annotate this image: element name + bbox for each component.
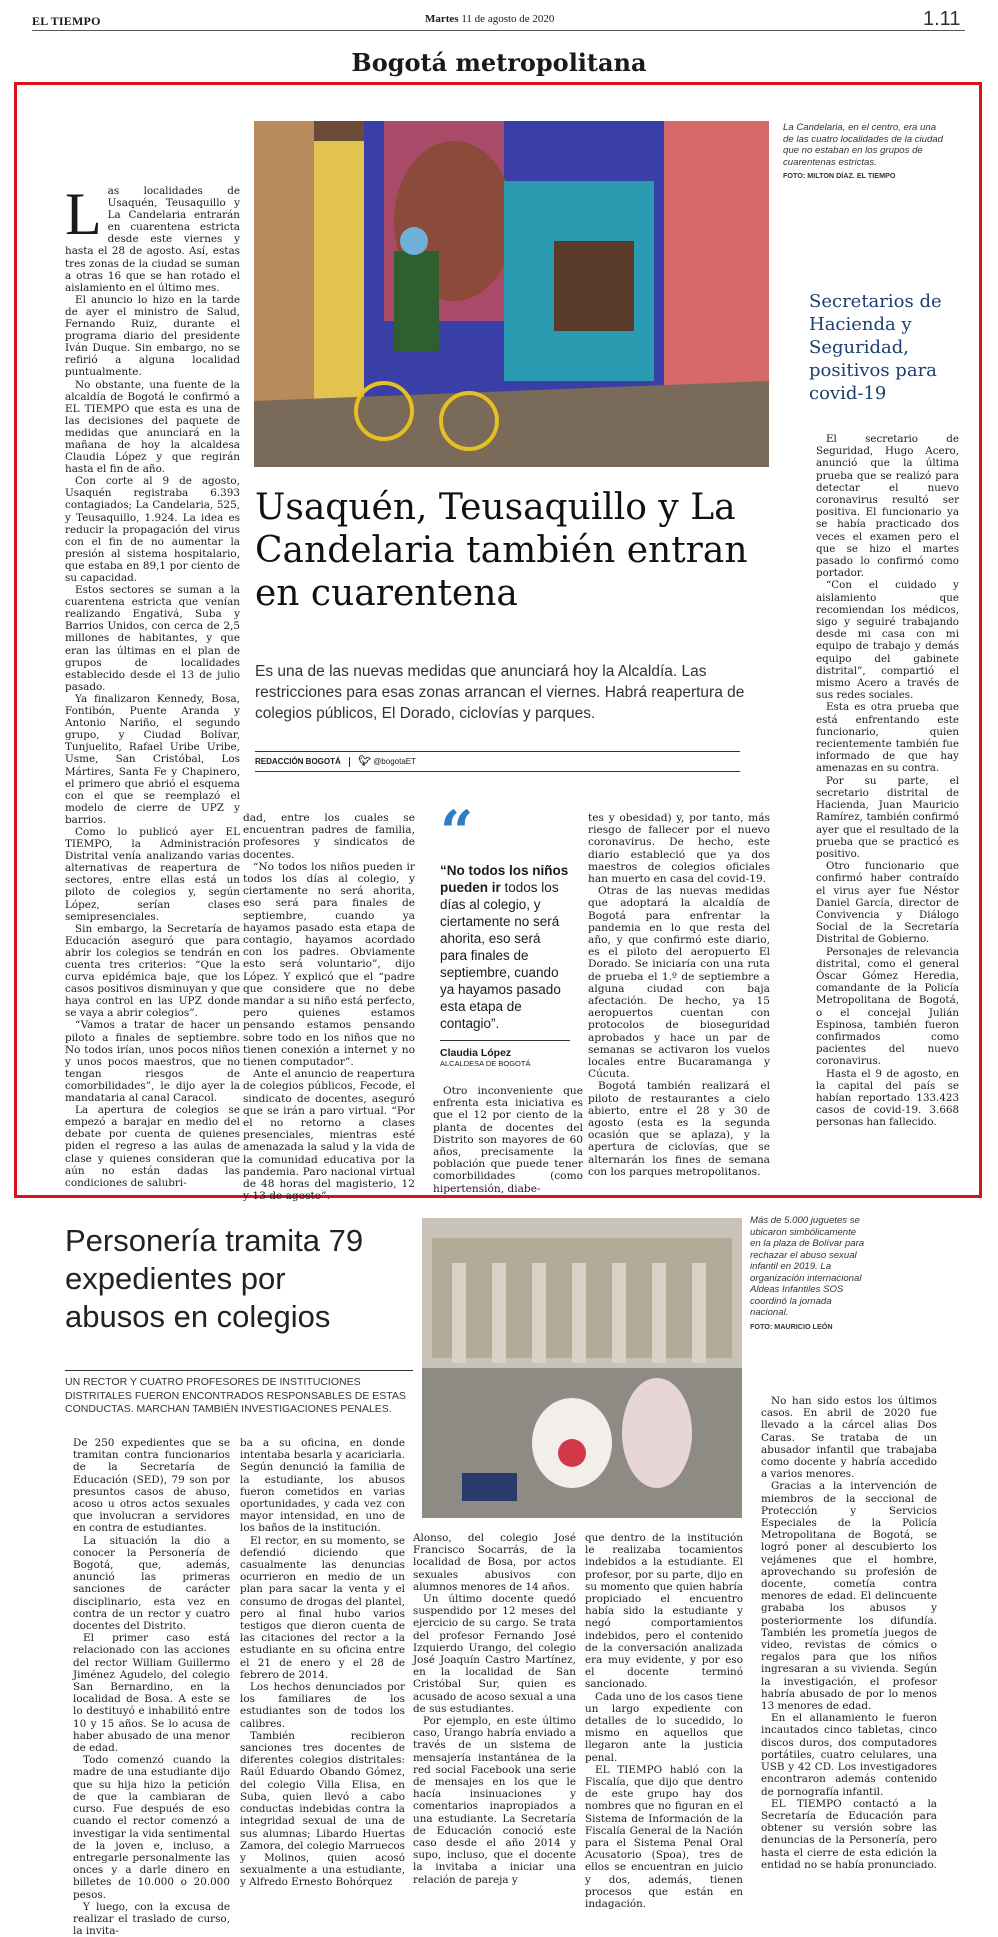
issue-date bbox=[425, 13, 554, 25]
candelaria-street-photo bbox=[254, 121, 769, 467]
second-col1-p2: La situación la dio a conocer la Personería de Bogotá, que, además, anunció las primeras sanciones de carácter disciplinario, esta vez en contra de un rector y cuatro docentes del Distrito. bbox=[73, 1534, 230, 1633]
second-col-2 bbox=[240, 1437, 405, 1889]
second-headline: Personería tramita 79 expedientes por abusos en colegios bbox=[65, 1223, 364, 1334]
pull-quote-rest: todos los días al colegio, y ciertamente no será ahorita, eso será para finales de septiembre, cuando ya hayamos pasado esta etapa de contagio”. bbox=[440, 880, 561, 1031]
main-photo bbox=[254, 121, 769, 467]
main-col-4 bbox=[588, 812, 770, 1178]
second-col3-p2: Un último docente quedó suspendido por 12 meses del ejercicio de su cargo. Se trata del profesor Fernando José Izquierdo Urango, del colegio José Joaquín Castro Martínez, en la localidad de San Cristóbal Sur, quien es acusado de acoso sexual a una de sus estudiantes. bbox=[413, 1593, 576, 1715]
main-col2-p3: Ante el anuncio de reapertura de colegios públicos, Fecode, el sindicato de docentes, aseguró que se irán a paro virtual. “Por el no retorno a clases presenciales, mientras esté amenazada la salud y la vida de la comunidad educativa por la pandemia. Paro nacional virtual de 48 horas del magisterio, 12 y 13 de agosto”. bbox=[243, 1068, 415, 1203]
main-col1-p7: Como lo publicó ayer EL TIEMPO, la Administración Distrital venía analizando varias alternativas de reapertura de sectores, entre ellas está un piloto de colegios y, según López, serían clases semipresenciales. bbox=[65, 825, 240, 923]
sidebar-body bbox=[816, 433, 959, 1129]
main-photo-caption-text: La Candelaria, en el centro, era una de las cuatro localidades de la ciudad que no estaban en los grupos de cuarentenas estrictas. bbox=[783, 122, 944, 168]
second-col4-p3: EL TIEMPO habló con la Fiscalía, que dijo que dentro de este grupo hay dos nombres que no figuran en el Sistema de Información de la Fiscalía General de la Nación para el Sistema Penal Oral Acusatorio (Spoa), tres de ellos se encuentran en juicio y dos, además, tienen procesos que están en indagación. bbox=[585, 1763, 743, 1911]
second-col-1 bbox=[73, 1437, 230, 1937]
second-photo-credit: FOTO: MAURICIO LEÓN bbox=[750, 1321, 833, 1331]
second-col2-p1: ba a su oficina, en donde intentaba besarla y acariciarla. Según denunció la familia de la estudiante, los abusos fueron cometidos en varias oportunidades, y cada vez con mayor intensidad, en uno de los baños de la institución. bbox=[240, 1437, 405, 1535]
second-photo-caption bbox=[750, 1215, 868, 1332]
second-deck-rule bbox=[65, 1370, 413, 1371]
pull-quote-role: ALCALDESA DE BOGOTÁ bbox=[440, 1059, 531, 1068]
sidebar-p7: Hasta el 9 de agosto, en la capital del país se habían reportado 133.423 casos de covid-19. 3.668 personas han fallecido. bbox=[816, 1067, 959, 1129]
byline bbox=[255, 756, 416, 767]
plaza-bolivar-toys-photo bbox=[422, 1218, 742, 1518]
second-col2-p4: También recibieron sanciones tres docentes de diferentes colegios distritales: Raúl Eduardo Obando Gómez, del colegio Villa Elisa, en Suba, quien llevó a cabo conductas indebidas contra la integridad sexual de una de sus alumnas; Libardo Huertas Zamora, del colegio Marruecos y Molinos, quien acosó sexualmente a una estudiante, y Alfredo Ernesto Bohórquez bbox=[240, 1729, 405, 1889]
main-col-1 bbox=[65, 181, 240, 1189]
second-col-5 bbox=[761, 1395, 937, 1871]
page-number: 1.11 bbox=[923, 8, 961, 30]
main-col2-p2: “No todos los niños pueden ir todos los días al colegio, y ciertamente no será ahorita, eso será para finales de septiembre, cuando ya hayamos pasado esta etapa de contagio, hayamos acordado con los padres. Obviamente esto será voluntario”, dijo López. Y explicó que el “padre que considere que no debe mandar a su niño está perfecto, pero quienes estamos pensando estamos pensando sobre todo en los niños que no tienen conexión a internet y no tienen computador”. bbox=[243, 860, 415, 1069]
second-col-4 bbox=[585, 1532, 743, 1910]
second-col5-p2: Gracias a la intervención de miembros de la seccional de Protección y Servicios Especiales de la Policía Metropolitana de Bogotá, se logró poner al descubierto los vejámenes que el hombre, aprovechando su profesión de docente, cometía contra menores de edad. El delincuente grababa los abusos y posteriormente los difundía. También les prometía juegos de video, revistas de cómics o regalos para que los niños ingresaran a su vivienda. Según la investigación, el profesor habría abusado de por lo menos 13 menores de edad. bbox=[761, 1480, 937, 1713]
drop-cap: L bbox=[65, 181, 102, 247]
byline-rule bbox=[255, 751, 740, 752]
issue-date-rest: 11 de agosto de 2020 bbox=[461, 13, 555, 25]
second-col3-p3: Por ejemplo, en este último caso, Urango habría enviado a través de un sistema de mensajería instantánea de la red social Facebook una serie de mensajes en los que le hacía insinuaciones y comentarios inapropiados a una estudiante. La Secretaría de Educación conoció este caso desde el año 2014 y supo, incluso, que el docente la invitaba a iniciar una relación de pareja y bbox=[413, 1715, 576, 1886]
second-col5-p4: EL TIEMPO contactó a la Secretaría de Educación para obtener su versión sobre las denuncias de la Personería, pero hasta el cierre de esta edición la entidad no se había pronunciado. bbox=[761, 1797, 937, 1871]
second-photo-caption-text: Más de 5.000 juguetes se ubicaron simbólicamente en la plaza de Bolívar para rechazar el abuso sexual infantil en 2019. La organización internacional Aldeas Infantiles SOS coordinó la jornada nacional. bbox=[750, 1215, 865, 1318]
main-col1-p1: as localidades de Usaquén, Teusaquillo y La Candelaria entrarán en cuarentena estricta desde este viernes y hasta el 28 de agosto. Así, estas tres zonas de la ciudad se suman a otras 16 que se han rotado el aislamiento en el último mes. bbox=[65, 185, 240, 294]
byline-rule-bottom bbox=[255, 771, 740, 772]
main-col3-p1: Otro inconveniente que enfrenta esta iniciativa es que el 12 por ciento de la planta de docentes del Distrito son mayores de 60 años, precisamente la población que puede tener comorbilidades (como hipertensión, diabe- bbox=[433, 1085, 583, 1195]
main-col4-p1: tes y obesidad) y, por tanto, más riesgo de fallecer por el nuevo coronavirus. De hecho, este diario estableció que ya dos maestros de colegios oficiales han muerto en casa del covid-19. bbox=[588, 812, 770, 886]
second-deck: UN RECTOR Y CUATRO PROFESORES DE INSTITUCIONES DISTRITALES FUERON ENCONTRADOS RESPONSABLES DE ESTAS CONDUCTAS. MARCHAN TAMBIÉN INVESTIGACIONES PENALES. bbox=[65, 1376, 406, 1415]
second-col2-p2: El rector, en su momento, se defendió diciendo que casualmente las denuncias ocurrieron en medio de un plan para sacar la venta y el consumo de drogas del plantel, pero al final hubo varios testigos que dieron cuenta de las citaciones del rector a la estudiante en su oficina entre el 21 de enero y el 28 de febrero de 2014. bbox=[240, 1534, 405, 1681]
main-col-3 bbox=[433, 1085, 583, 1195]
second-col-3 bbox=[413, 1532, 576, 1886]
main-headline: Usaquén, Teusaquillo y La Candelaria también entran en cuarentena bbox=[255, 487, 748, 614]
main-col-2 bbox=[243, 812, 415, 1203]
main-col1-p2: El anuncio lo hizo en la tarde de ayer el ministro de Salud, Fernando Ruiz, durante el programa diario del presidente Iván Duque. Sin embargo, no se refirió a alguna localidad puntualmente. bbox=[65, 293, 240, 379]
quote-mark-icon: “ bbox=[440, 798, 474, 866]
main-col1-p9: “Vamos a tratar de hacer un piloto a finales de septiembre. No todos irían, unos pocos niños y unos pocos maestros, que no tengan riesgos de comorbilidades”, le dijo ayer la mandataria al canal Caracol. bbox=[65, 1019, 240, 1105]
issue-date-day: Martes bbox=[425, 13, 459, 25]
main-deck: Es una de las nuevas medidas que anunciará hoy la Alcaldía. Las restricciones para esas zonas arrancan el viernes. Habrá reapertura de colegios públicos, El Dorado, ciclovías y parques. bbox=[255, 663, 745, 722]
main-photo-caption bbox=[783, 122, 943, 182]
second-photo bbox=[422, 1218, 742, 1518]
main-photo-credit: FOTO: MILTON DÍAZ. EL TIEMPO bbox=[783, 171, 896, 180]
sidebar-p6: Personajes de relevancia distrital, como el general Óscar Gómez Heredia, comandante de la Policía Metropolitana de Bogotá, o el concejal Julián Espinosa, también fueron confirmados como pacientes del nuevo coronavirus. bbox=[816, 945, 959, 1068]
main-col1-p8: Sin embargo, la Secretaría de Educación aseguró que para abrir los colegios se tendrán en cuenta tres criterios: “Que la curva epidémica baje, que los casos positivos disminuyan y que haya control en las UPZ donde se vaya a abrir colegios”. bbox=[65, 922, 240, 1020]
sidebar-p1: El secretario de Seguridad, Hugo Acero, anunció que la última prueba que se realizó para detectar el nuevo coronavirus resultó ser positiva. El funcionario ya se había practicado dos veces el examen pero el que se hizo el martes pasado lo confirmó como portador. bbox=[816, 433, 959, 580]
sidebar-p2: “Con el cuidado y aislamiento que recomiendan los médicos, sigo y seguiré trabajando desde mi casa con mi equipo de trabajo y demás equipo del gabinete distrital”, compartió el mismo Acero a través de sus redes sociales. bbox=[816, 579, 959, 702]
main-col1-p10: La apertura de colegios se empezó a barajar en medio del debate por cuenta de quienes piden el regreso a las aulas de clase y quienes consideran que aún no están dadas las condiciones de salubri- bbox=[65, 1104, 240, 1189]
main-col2-p1: dad, entre los cuales se encuentran padres de familia, profesores y sindicatos de docentes. bbox=[243, 812, 415, 861]
pull-quote bbox=[440, 798, 570, 1068]
sidebar-p4: Por su parte, el secretario distrital de Hacienda, Juan Mauricio Ramírez, también confirmó ayer que el resultado de la prueba que se practicó es positivo. bbox=[816, 774, 959, 860]
brand-logo: EL TIEMPO bbox=[32, 14, 101, 28]
sidebar-p3: Esta es otra prueba que está enfrentando este funcionario, quien recientemente también fue informado de que hay amenazas en su contra. bbox=[816, 701, 959, 775]
second-col3-p1: Alonso, del colegio José Francisco Socarrás, de la localidad de Bosa, por actos sexuales abusivos con alumnos menores de 14 años. bbox=[413, 1532, 576, 1593]
sidebar-headline: Secretarios de Hacienda y Seguridad, positivos para covid-19 bbox=[809, 291, 942, 404]
second-col5-p3: En el allanamiento le fueron incautados cinco tabletas, cinco discos duros, dos computadores portátiles, cuatro celulares, una USB y 42 CD. Los investigadores encontraron además contenido de pornografía infantil. bbox=[761, 1712, 937, 1798]
second-col1-p1: De 250 expedientes que se tramitan contra funcionarios de la Secretaría de Educación (SED), 79 son por presuntos casos de abuso, acoso u otros actos sexuales que involucran a servidores en contra de estudiantes. bbox=[73, 1437, 230, 1535]
main-col1-p3: No obstante, una fuente de la alcaldía de Bogotá le confirmó a EL TIEMPO que esta es una de las decisiones del paquete de medidas que anunciará en la mañana de hoy la alcaldesa Claudia López y que regirán hasta el fin de año. bbox=[65, 378, 240, 476]
twitter-icon: 🐦︎ bbox=[358, 756, 371, 767]
second-col1-p3: El primer caso está relacionado con las acciones del rector William Guillermo Jiménez Agudelo, del colegio San Bernardino, en la localidad de Bosa. A este se lo destituyó e inhabilitó entre 10 y 15 años. Se lo acusa de haber abusado de una menor de edad. bbox=[73, 1632, 230, 1755]
second-col5-p1: No han sido estos los últimos casos. En abril de 2020 fue llevado a la cárcel alias Dos Caras. Se trataba de un abusador infantil que trabajaba como docente y habría accedido a varios menores. bbox=[761, 1395, 937, 1481]
second-col2-p3: Los hechos denunciados por los familiares de los estudiantes son de todos los calibres. bbox=[240, 1681, 405, 1730]
pull-quote-author: Claudia López bbox=[440, 1047, 512, 1059]
main-col1-p5: Estos sectores se suman a la cuarentena estricta que venían realizando Engativá, Suba y Barrios Unidos, con cerca de 2,5 millones de habitantes, y que eran las últimas en el plan de grupos de localidades establecido desde el 13 de julio pasado. bbox=[65, 584, 240, 693]
sidebar-p5: Otro funcionario que confirmó haber contraído el virus ayer fue Néstor Daniel García, director de Convivencia y Diálogo Social de la Secretaría Distrital de Gobierno. bbox=[816, 860, 959, 946]
pull-quote-lead: “No todos los niños pueden ir bbox=[440, 863, 569, 895]
main-col4-p3: Bogotá también realizará el piloto de restaurantes a cielo abierto, entre el 28 y 30 de agosto (esta es la segunda ocasión que se aplaza), y la apertura de ciclovías, que se alternarán los fines de semana con los parques metropolitanos. bbox=[588, 1080, 770, 1178]
second-col1-p4: Todo comenzó cuando la madre de una estudiante dijo que su hija hizo la petición de que la cambiaran de curso. Fue después de eso cuando el rector comenzó a investigar la vida sentimental de la joven e, incluso, a entregarle personalmente las onces y a darle dinero en billetes de 10.000 o 20.000 pesos. bbox=[73, 1754, 230, 1901]
second-col1-p5: Y luego, con la excusa de realizar el traslado de curso, la invita- bbox=[73, 1900, 230, 1937]
byline-desk: REDACCIÓN BOGOTÁ bbox=[255, 757, 341, 766]
main-col1-p6: Ya finalizaron Kennedy, Bosa, Fontibón, Puente Aranda y Antonio Nariño, el segundo grupo, y Ciudad Bolívar, Tunjuelito, Rafael Uribe Uribe, Usme, San Cristóbal, Los Mártires, Santa Fe y Chapinero, el primero que abrió el esquema con el que se reemplazó el modelo de cierre de UPZ y barrios. bbox=[65, 692, 240, 826]
main-col1-p4: Con corte al 9 de agosto, Usaquén registraba 6.393 contagiados; La Candelaria, 525, y Teusaquillo, 1.924. La idea es reducir la propagación del virus con el fin de no aumentar la presión al sistema hospitalario, que estaba en 89,1 por ciento de su capacidad. bbox=[65, 475, 240, 584]
second-col4-p2: Cada uno de los casos tiene un largo expediente con detalles de lo sucedido, lo mismo en aquellos que llegaron ante la justicia penal. bbox=[585, 1690, 743, 1764]
twitter-handle: @bogotaET bbox=[373, 757, 416, 766]
header-rule bbox=[32, 30, 965, 31]
main-col4-p2: Otras de las nuevas medidas que adoptará la alcaldía de Bogotá para enfrentar la pandemia en lo que resta del año, y que confirmó este diario, es el piloto del aeropuerto El Dorado. Se iniciaría con una ruta de prueba el 1.º de septiembre a alguna ciudad con baja afectación. De hecho, ya 15 aeropuertos cuentan con protocolos de bioseguridad aprobados y hace un par de semanas se activaron los vuelos locales entre Bucaramanga y Cúcuta. bbox=[588, 885, 770, 1081]
second-col4-p1: que dentro de la institución le realizaba tocamientos indebidos a la estudiante. El profesor, por su parte, dijo en su momento que quien habría propiciado el encuentro había sido la estudiante y negó comportamientos indebidos, pero el contenido de la conversación analizada era muy evidente, y por eso el docente terminó sancionado. bbox=[585, 1532, 743, 1691]
section-title: Bogotá metropolitana bbox=[351, 48, 647, 77]
